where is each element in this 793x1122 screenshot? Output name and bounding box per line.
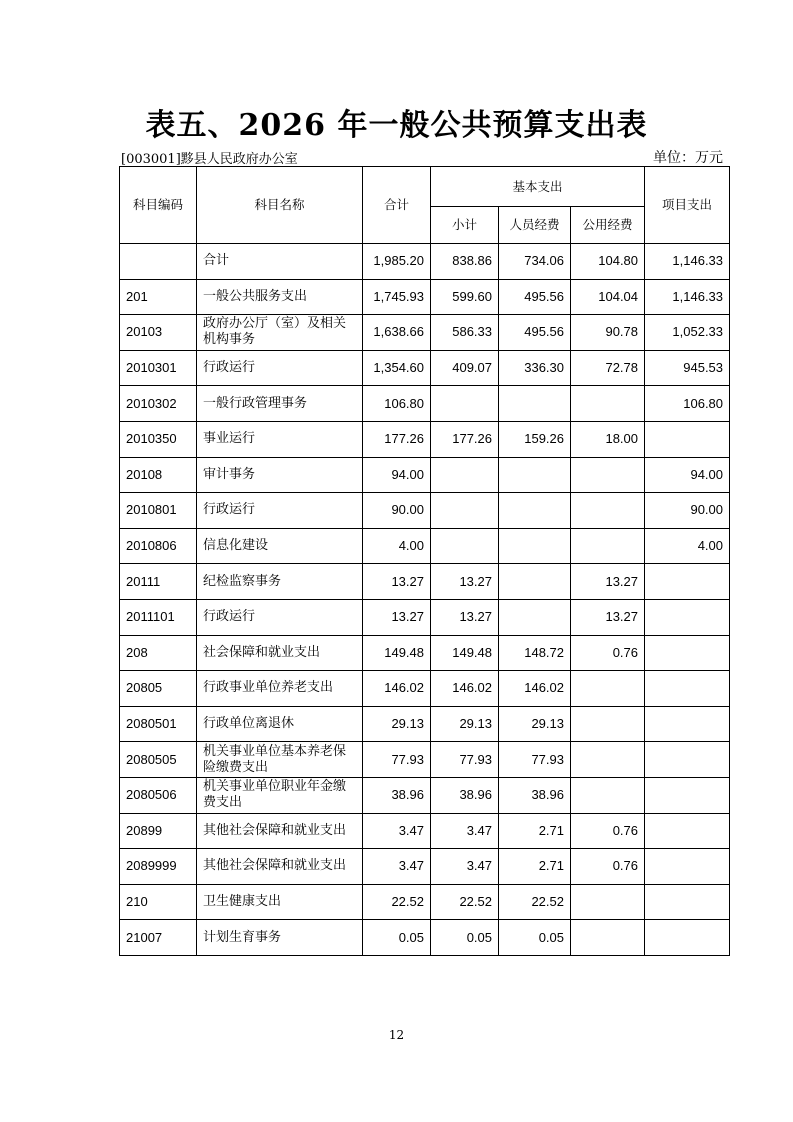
public-cell: 72.78: [571, 350, 645, 386]
subtotal-cell: [431, 386, 499, 422]
table-row: [120, 635, 730, 671]
project-cell: 90.00: [645, 493, 730, 529]
name-cell: 信息化建设: [197, 528, 363, 564]
code-cell: 2010806: [120, 528, 197, 564]
code-cell: 2010801: [120, 493, 197, 529]
total-cell: 29.13: [363, 706, 431, 742]
subtotal-cell: 38.96: [431, 777, 499, 813]
subtotal-cell: 13.27: [431, 599, 499, 635]
personnel-cell: 734.06: [499, 244, 571, 280]
table-body: [120, 244, 730, 956]
project-cell: 945.53: [645, 350, 730, 386]
total-cell: 90.00: [363, 493, 431, 529]
personnel-cell: 146.02: [499, 671, 571, 707]
total-cell: 0.05: [363, 920, 431, 956]
public-cell: [571, 706, 645, 742]
table-row: [120, 315, 730, 351]
public-cell: [571, 457, 645, 493]
total-cell: 1,638.66: [363, 315, 431, 351]
total-cell: 38.96: [363, 777, 431, 813]
name-cell: 行政单位离退休: [197, 706, 363, 742]
project-cell: 106.80: [645, 386, 730, 422]
public-cell: 18.00: [571, 421, 645, 457]
table-row: [120, 671, 730, 707]
table-row: [120, 884, 730, 920]
total-cell: 1,745.93: [363, 279, 431, 315]
header-code: 科目编码: [120, 167, 197, 244]
table-row: [120, 386, 730, 422]
project-cell: 94.00: [645, 457, 730, 493]
personnel-cell: 159.26: [499, 421, 571, 457]
code-cell: 208: [120, 635, 197, 671]
project-cell: [645, 599, 730, 635]
code-cell: 20899: [120, 813, 197, 849]
public-cell: 0.76: [571, 849, 645, 885]
name-cell: 机关事业单位职业年金缴费支出: [197, 777, 363, 813]
personnel-cell: 2.71: [499, 813, 571, 849]
public-cell: 0.76: [571, 635, 645, 671]
personnel-cell: [499, 457, 571, 493]
table-row: [120, 849, 730, 885]
personnel-cell: 22.52: [499, 884, 571, 920]
header-basic: 基本支出: [431, 167, 645, 207]
total-cell: 177.26: [363, 421, 431, 457]
table-row: [120, 493, 730, 529]
project-cell: [645, 706, 730, 742]
total-cell: 1,985.20: [363, 244, 431, 280]
budget-table: [119, 166, 730, 956]
project-cell: 4.00: [645, 528, 730, 564]
code-cell: 2089999: [120, 849, 197, 885]
code-cell: [120, 244, 197, 280]
name-cell: 行政事业单位养老支出: [197, 671, 363, 707]
code-cell: 2010302: [120, 386, 197, 422]
total-cell: 106.80: [363, 386, 431, 422]
table-row: [120, 706, 730, 742]
name-cell: 纪检监察事务: [197, 564, 363, 600]
page-number: 12: [388, 1028, 405, 1042]
subtotal-cell: 3.47: [431, 813, 499, 849]
total-cell: 94.00: [363, 457, 431, 493]
project-cell: [645, 849, 730, 885]
code-cell: 2010301: [120, 350, 197, 386]
table-row: [120, 350, 730, 386]
total-cell: 13.27: [363, 564, 431, 600]
name-cell: 合计: [197, 244, 363, 280]
page-title: 表五、2026 年一般公共预算支出表: [145, 108, 648, 143]
public-cell: [571, 777, 645, 813]
name-cell: 其他社会保障和就业支出: [197, 849, 363, 885]
name-cell: 行政运行: [197, 350, 363, 386]
public-cell: [571, 493, 645, 529]
subtotal-cell: 409.07: [431, 350, 499, 386]
name-cell: 社会保障和就业支出: [197, 635, 363, 671]
project-cell: [645, 777, 730, 813]
table-row: [120, 742, 730, 778]
personnel-cell: [499, 564, 571, 600]
subtotal-cell: [431, 528, 499, 564]
subtotal-cell: 177.26: [431, 421, 499, 457]
subtotal-cell: [431, 493, 499, 529]
public-cell: 0.76: [571, 813, 645, 849]
project-cell: [645, 421, 730, 457]
subtotal-cell: 0.05: [431, 920, 499, 956]
subtotal-cell: 3.47: [431, 849, 499, 885]
subtotal-cell: [431, 457, 499, 493]
name-cell: 一般行政管理事务: [197, 386, 363, 422]
project-cell: 1,146.33: [645, 279, 730, 315]
public-cell: 104.80: [571, 244, 645, 280]
name-cell: 政府办公厅（室）及相关机构事务: [197, 315, 363, 351]
table-row: [120, 777, 730, 813]
table-header: [120, 167, 730, 244]
name-cell: 其他社会保障和就业支出: [197, 813, 363, 849]
subtotal-cell: 599.60: [431, 279, 499, 315]
project-cell: [645, 920, 730, 956]
total-cell: 146.02: [363, 671, 431, 707]
project-cell: [645, 635, 730, 671]
project-cell: 1,052.33: [645, 315, 730, 351]
name-cell: 事业运行: [197, 421, 363, 457]
subtotal-cell: 29.13: [431, 706, 499, 742]
code-cell: 201: [120, 279, 197, 315]
table-row: [120, 920, 730, 956]
public-cell: [571, 386, 645, 422]
code-cell: 20108: [120, 457, 197, 493]
code-cell: 2080505: [120, 742, 197, 778]
total-cell: 3.47: [363, 813, 431, 849]
personnel-cell: 77.93: [499, 742, 571, 778]
table-row: [120, 528, 730, 564]
header-subtotal: 小计: [431, 207, 499, 244]
public-cell: 13.27: [571, 599, 645, 635]
personnel-cell: [499, 493, 571, 529]
public-cell: [571, 920, 645, 956]
table-row: [120, 599, 730, 635]
subtotal-cell: 22.52: [431, 884, 499, 920]
public-cell: [571, 528, 645, 564]
total-cell: 1,354.60: [363, 350, 431, 386]
name-cell: 一般公共服务支出: [197, 279, 363, 315]
subtotal-cell: 146.02: [431, 671, 499, 707]
public-cell: [571, 671, 645, 707]
code-cell: 2080501: [120, 706, 197, 742]
table-row: [120, 279, 730, 315]
subtotal-cell: 13.27: [431, 564, 499, 600]
personnel-cell: 495.56: [499, 279, 571, 315]
total-cell: 3.47: [363, 849, 431, 885]
total-cell: 4.00: [363, 528, 431, 564]
public-cell: [571, 742, 645, 778]
name-cell: 行政运行: [197, 599, 363, 635]
subtotal-cell: 586.33: [431, 315, 499, 351]
code-cell: 20103: [120, 315, 197, 351]
project-cell: 1,146.33: [645, 244, 730, 280]
project-cell: [645, 813, 730, 849]
project-cell: [645, 742, 730, 778]
code-cell: 20111: [120, 564, 197, 600]
personnel-cell: [499, 528, 571, 564]
personnel-cell: 148.72: [499, 635, 571, 671]
personnel-cell: [499, 386, 571, 422]
organization-label: [003001]黟县人民政府办公室: [121, 152, 298, 167]
table-row: [120, 244, 730, 280]
public-cell: 90.78: [571, 315, 645, 351]
unit-label: 单位：万元: [653, 150, 723, 166]
public-cell: [571, 884, 645, 920]
table-row: [120, 813, 730, 849]
personnel-cell: 336.30: [499, 350, 571, 386]
personnel-cell: 495.56: [499, 315, 571, 351]
public-cell: 104.04: [571, 279, 645, 315]
total-cell: 22.52: [363, 884, 431, 920]
code-cell: 21007: [120, 920, 197, 956]
public-cell: 13.27: [571, 564, 645, 600]
personnel-cell: 2.71: [499, 849, 571, 885]
header-personnel: 人员经费: [499, 207, 571, 244]
personnel-cell: 38.96: [499, 777, 571, 813]
code-cell: 2010350: [120, 421, 197, 457]
table-row: [120, 421, 730, 457]
header-name: 科目名称: [197, 167, 363, 244]
subtotal-cell: 838.86: [431, 244, 499, 280]
header-public: 公用经费: [571, 207, 645, 244]
name-cell: 计划生育事务: [197, 920, 363, 956]
code-cell: 210: [120, 884, 197, 920]
name-cell: 行政运行: [197, 493, 363, 529]
name-cell: 卫生健康支出: [197, 884, 363, 920]
total-cell: 77.93: [363, 742, 431, 778]
personnel-cell: 29.13: [499, 706, 571, 742]
total-cell: 149.48: [363, 635, 431, 671]
table-row: [120, 457, 730, 493]
code-cell: 2080506: [120, 777, 197, 813]
code-cell: 2011101: [120, 599, 197, 635]
personnel-cell: [499, 599, 571, 635]
subtotal-cell: 77.93: [431, 742, 499, 778]
project-cell: [645, 671, 730, 707]
name-cell: 机关事业单位基本养老保险缴费支出: [197, 742, 363, 778]
subtotal-cell: 149.48: [431, 635, 499, 671]
code-cell: 20805: [120, 671, 197, 707]
project-cell: [645, 564, 730, 600]
name-cell: 审计事务: [197, 457, 363, 493]
personnel-cell: 0.05: [499, 920, 571, 956]
header-total: 合计: [363, 167, 431, 244]
project-cell: [645, 884, 730, 920]
total-cell: 13.27: [363, 599, 431, 635]
table-row: [120, 564, 730, 600]
header-project: 项目支出: [645, 167, 730, 244]
